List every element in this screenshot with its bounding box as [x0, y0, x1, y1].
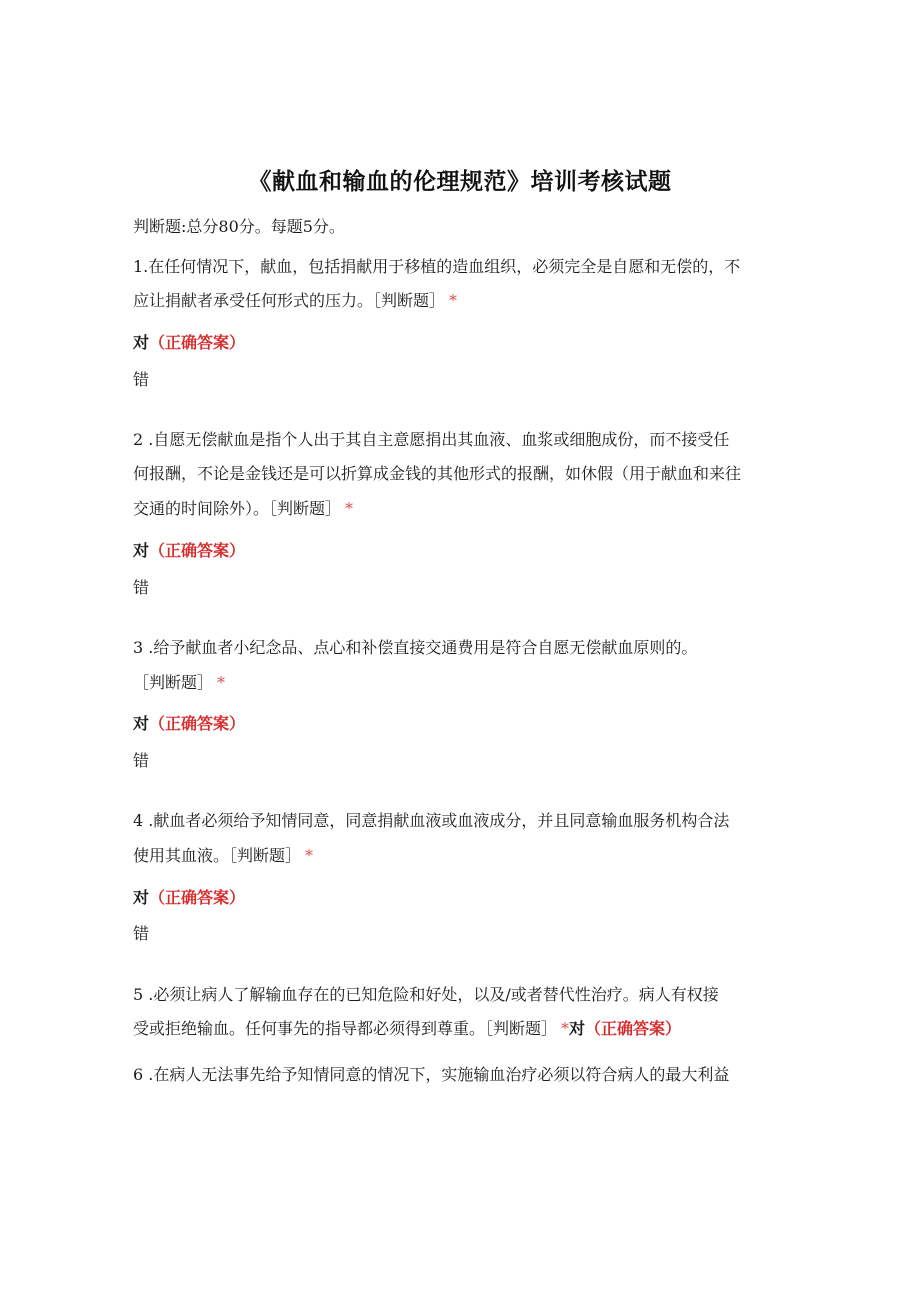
question-2-text: 交通的时间除外）。: [133, 499, 270, 518]
question-2-line-2: 何报酬，不论是金钱还是可以折算成金钱的其他形式的报酬，如休假（用于献血和来往: [133, 464, 742, 483]
option-label: 对: [133, 888, 150, 907]
question-type-tag: ［判断题］: [373, 291, 446, 310]
option-true[interactable]: 对: [569, 1019, 586, 1038]
option-true[interactable]: [133, 712, 245, 736]
question-4-text: 使用其血液。: [133, 846, 230, 865]
option-label: 对: [133, 714, 150, 733]
question-5-text: 受或拒绝输血。任何事先的指导都必须得到尊重。: [133, 1019, 486, 1038]
correct-answer-badge: （正确答案）: [149, 888, 246, 907]
question-4-line-1: 4 .献血者必须给予知情同意，同意捐献血液或血液成分，并且同意输血服务机构合法: [133, 811, 730, 830]
option-false[interactable]: 错: [133, 578, 150, 597]
correct-answer-badge: （正确答案）: [149, 714, 246, 733]
option-false[interactable]: 错: [133, 924, 150, 943]
question-1-text: 应让捐献者承受任何形式的压力。: [133, 291, 374, 310]
question-5-line-1: 5 .必须让病人了解输血存在的已知危险和好处，以及/或者替代性治疗。病人有权接: [133, 985, 719, 1004]
question-type-tag: ［判断题］: [269, 499, 342, 518]
question-4-line-2: [133, 844, 313, 868]
required-mark: *: [217, 673, 226, 692]
option-label: 对: [133, 333, 150, 352]
required-mark: *: [305, 846, 314, 865]
option-false[interactable]: 错: [133, 370, 150, 389]
question-2-line-3: [133, 497, 353, 521]
option-true[interactable]: [133, 331, 245, 355]
option-false[interactable]: 错: [133, 751, 150, 770]
correct-answer-badge: （正确答案）: [149, 541, 246, 560]
question-type-tag: ［判断题］: [485, 1019, 558, 1038]
option-true[interactable]: [133, 886, 245, 910]
question-3-line-2: [133, 671, 225, 695]
question-type-tag: ［判断题］: [133, 673, 214, 692]
required-mark: *: [449, 291, 458, 310]
required-mark: *: [345, 499, 354, 518]
correct-answer-badge: （正确答案）: [149, 333, 246, 352]
question-1-line-1: 1.在任何情况下，献血，包括捐献用于移植的造血组织，必须完全是自愿和无偿的，不: [133, 257, 741, 276]
correct-answer-badge: （正确答案）: [585, 1019, 682, 1038]
intro-text: 判断题:总分80分。每题5分。: [133, 217, 345, 236]
question-type-tag: ［判断题］: [229, 846, 302, 865]
question-5-line-2: [133, 1017, 681, 1041]
option-true[interactable]: [133, 539, 245, 563]
option-label: 对: [133, 541, 150, 560]
question-6-line-1: 6 .在病人无法事先给予知情同意的情况下，实施输血治疗必须以符合病人的最大利益: [133, 1065, 730, 1084]
question-3-line-1: 3 .给予献血者小纪念品、点心和补偿直接交通费用是符合自愿无偿献血原则的。: [133, 638, 698, 657]
required-mark: *: [561, 1019, 570, 1038]
question-1-line-2: [133, 289, 457, 313]
question-2-line-1: 2 .自愿无偿献血是指个人出于其自主意愿捐出其血液、血浆或细胞成份，而不接受任: [133, 430, 730, 449]
page-title: 《献血和输血的伦理规范》培训考核试题: [248, 169, 672, 195]
